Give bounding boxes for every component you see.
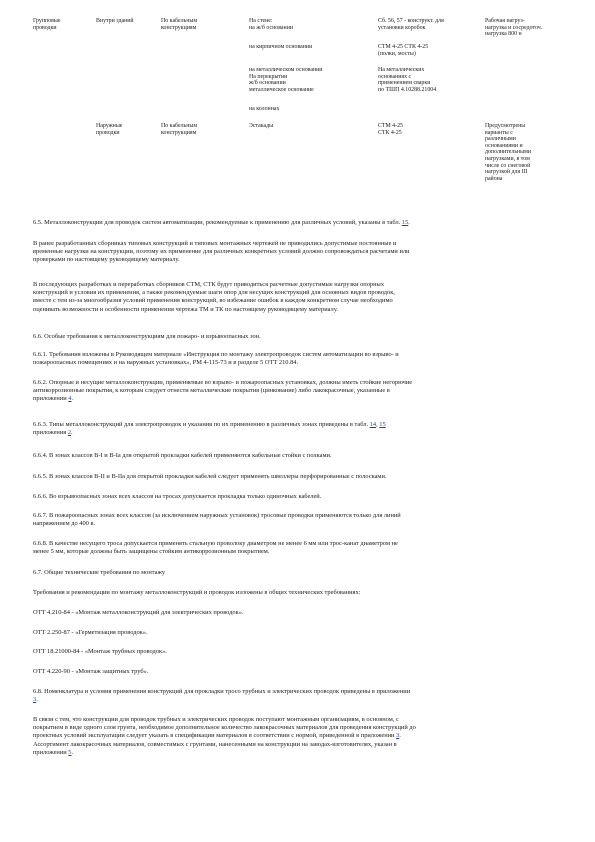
paragraph	[33, 452, 332, 460]
cell-line: применением сварки	[378, 80, 431, 87]
cell-line: дополнительными	[485, 149, 532, 156]
paragraph	[33, 333, 261, 341]
paragraph	[33, 629, 148, 637]
text-line	[33, 281, 395, 289]
cell-line: нагрузка и сосредоточ.	[485, 24, 543, 31]
text-line	[33, 359, 399, 367]
text-line	[33, 688, 410, 696]
text-line	[33, 696, 410, 704]
text-line	[33, 289, 395, 297]
text-line	[33, 540, 398, 548]
cell-line: (полки, мосты)	[378, 50, 416, 57]
appendix-link[interactable]: 4	[68, 395, 72, 403]
text-line	[33, 668, 148, 676]
text-line	[33, 520, 401, 528]
base-cell	[249, 106, 375, 113]
paragraph	[33, 379, 412, 404]
text-segment: .	[71, 748, 74, 756]
text-line	[33, 629, 148, 637]
text-segment: ОТТ 2.250-87 - «Герметизация проводок».	[33, 629, 148, 636]
cell-line: На металлических	[378, 67, 425, 73]
paragraph	[33, 421, 386, 437]
text-line	[33, 493, 321, 501]
text-line	[33, 395, 412, 403]
cell-line: Предусмотрены	[485, 123, 526, 129]
text-segment: Ассортимент лакокрасочных материалов, совместимых с грунтами, нанесенными на конструкции на заводах-изготовителях, указан в	[33, 740, 397, 748]
text-segment: .	[71, 395, 74, 403]
paragraph	[33, 569, 165, 577]
location-cell	[96, 123, 158, 136]
cell-line: основаниями и	[485, 142, 523, 149]
text-line	[33, 473, 387, 481]
base-cell	[249, 123, 375, 130]
cell-line: Рабочая нагруз-	[485, 18, 525, 24]
cell-line: проводки	[33, 24, 57, 31]
text-segment: 6.6.5. В зонах классов В-II и В-IIа для открытой прокладки кабелей следует применять швеллеры перфорированные с полосками.	[33, 473, 387, 480]
paragraph	[33, 512, 401, 528]
structure-cell	[378, 123, 478, 136]
paragraph	[33, 716, 416, 757]
text-segment: 6.6.4. В зонах классов В-I и В-Iа для открытой прокладки кабелей применяются кабельные стойки с полками.	[33, 452, 332, 459]
cell-line: на ж/б основании	[249, 24, 293, 31]
appendix-link[interactable]: 15	[379, 421, 386, 428]
cell-line: Эстакады	[249, 123, 274, 129]
cell-line: по ТШП 4.10288.21004	[378, 86, 437, 93]
paragraph	[33, 281, 395, 314]
cell-line: основаниях с	[378, 73, 412, 80]
text-segment: приложении	[33, 748, 69, 756]
text-segment: 6.5. Металлоконструкции для проводок систем автоматизации, рекомендуемые к применению для различных условий, указаны в табл.	[33, 219, 402, 226]
text-segment: напряжением до 400 в.	[33, 520, 96, 528]
notes-cell	[485, 18, 563, 38]
text-segment: вместе с тем из-за многообразия условий применения конструкций, во избежание ошибок в каждом конкретном случае необходимо	[33, 297, 393, 305]
appendix-link[interactable]: 14	[369, 421, 377, 428]
text-segment: проектных условий эксплуатации следует указать в спецификации материалов в соответствии с нормой, приведенной в приложении	[33, 732, 397, 740]
text-segment: .	[399, 732, 401, 740]
text-segment: .	[71, 429, 73, 437]
text-segment: В связи с тем, что конструкции для проводок трубных и электрических проводок поступают монтажным организациям, в основном, с	[33, 716, 399, 723]
structure-cell	[378, 67, 478, 93]
appendix-link[interactable]: 3	[396, 732, 400, 740]
text-segment: 6.6.1. Требования изложены в Руководящем материале «Инструкция по монтажу электропроводок систем автоматизации во взрыво- и	[33, 351, 399, 358]
text-segment: В ранее разработанных сборниках типовых конструкций и типовых монтажных чертежей не приводились допустимые постоянные и	[33, 240, 397, 247]
paragraph	[33, 668, 148, 676]
cell-line: СТК 4-25	[378, 129, 402, 136]
text-line	[33, 569, 165, 577]
cell-line: ж/б основании	[249, 80, 286, 87]
text-segment: менее 5 мм, которые должны быть защищены стойким антикоррозионным покрытием.	[33, 548, 270, 556]
conduit-structures-table	[33, 18, 563, 218]
text-segment: приложении	[33, 395, 69, 403]
laying-method-cell	[161, 18, 247, 31]
text-line	[33, 724, 416, 732]
text-segment: проверками по настоящему руководящему материалу.	[33, 256, 180, 264]
wiring-type-cell	[33, 18, 93, 31]
text-segment: ОТТ 18.21000-84 - «Монтаж трубных проводок».	[33, 648, 167, 655]
text-line	[33, 609, 244, 617]
text-line	[33, 429, 386, 437]
text-segment: 6.6.3. Типы металлоконструкций для электропроводок и указания по их применению в различных зонах приведены в табл.	[33, 421, 370, 428]
cell-line: По кабельным	[161, 18, 198, 24]
text-segment: временные нагрузки на конструкции, поэтому их применение для различных конкретных условий должно сопровождаться расчетами или	[33, 248, 410, 256]
cell-line: конструкциям	[161, 24, 197, 31]
cell-line: на колоннах	[249, 106, 280, 112]
text-segment: ОТТ 4.220-90 - «Монтаж защитных труб».	[33, 668, 149, 675]
text-segment: .	[408, 219, 410, 226]
text-segment: ,	[376, 421, 380, 428]
paragraph	[33, 493, 321, 501]
cell-line: на кирпичном основании	[249, 44, 313, 50]
cell-line: нагрузкой для III	[485, 169, 528, 176]
cell-line: металлическое основание	[249, 86, 314, 93]
text-line	[33, 512, 401, 520]
text-segment: 6.8. Номенклатура и условия применения конструкций для прокладки тросо трубных и электрических проводок приведены в приложении	[33, 688, 411, 695]
text-line	[33, 219, 410, 227]
cell-line: района	[485, 175, 503, 182]
cell-line: варианты с	[485, 129, 513, 136]
text-line	[33, 732, 416, 740]
text-segment: 6.6.6. Во взрывоопасных зонах всех классов на тросах допускается прокладка только одиночных кабелей.	[33, 493, 322, 500]
text-segment: пожароопасных помещениях и на наружных установках», РМ 4-115-73 и в разделе 5 ОТТ 210.84.	[33, 359, 299, 367]
text-line	[33, 421, 386, 429]
appendix-link[interactable]: 5	[68, 748, 72, 756]
cell-line: на металлическом основании	[249, 67, 323, 73]
appendix-link[interactable]: 3	[33, 696, 37, 704]
text-segment: оценивать возможности и особенности применения чертежа ТМ и ТК по настоящему руководящему материалу.	[33, 305, 338, 313]
paragraph	[33, 240, 409, 265]
laying-method-cell	[161, 123, 247, 136]
text-line	[33, 351, 399, 359]
text-line	[33, 749, 416, 757]
appendix-link[interactable]: 2	[67, 429, 72, 437]
cell-line: проводки	[96, 129, 120, 136]
text-line	[33, 256, 409, 264]
cell-line: На стене:	[249, 18, 273, 24]
text-line	[33, 716, 416, 724]
text-segment: 6.6.2. Опорные и несущие металлоконструкции, применяемые во взрыво- и пожароопасных установках, должны иметь стойкие негорючие	[33, 379, 413, 386]
paragraph	[33, 473, 387, 481]
cell-line: различными	[485, 136, 516, 143]
paragraph	[33, 540, 398, 556]
text-line	[33, 379, 412, 387]
text-segment: конструкций и условия их применения, а также рекомендуемые шаги опор для несущих конструкций для основных видов проводок,	[33, 289, 395, 297]
text-segment: 6.6.7. В пожароопасных зонах всех классов (за исключением наружных установок) тросовые проводки применяются только для линий	[33, 512, 401, 519]
appendix-link[interactable]: 15	[401, 219, 409, 226]
base-cell	[249, 44, 375, 51]
text-segment: 6.7. Общие технические требования по монтажу	[33, 569, 166, 576]
cell-line: Внутри зданий	[96, 18, 134, 24]
paragraph	[33, 648, 167, 656]
cell-line: Сб. 56, 57 - конструкт. для	[378, 18, 444, 24]
text-line	[33, 248, 409, 256]
text-line	[33, 333, 261, 341]
text-segment: 6.6. Особые требования к металлоконструкциям для пожаро- и взрывоопасных зон.	[33, 333, 261, 340]
paragraph	[33, 351, 399, 367]
cell-line: По кабельным	[161, 123, 198, 129]
paragraph	[33, 609, 244, 617]
structure-cell	[378, 44, 478, 57]
text-segment: приложения	[33, 429, 68, 437]
text-line	[33, 548, 398, 556]
base-cell	[249, 18, 375, 31]
text-segment: антикоррозионные покрытия, к которым следует отнести металлические покрытия (цинкование) либо лакокрасочные, указанные в	[33, 387, 390, 395]
cell-line: нагрузка 800 н	[485, 31, 522, 38]
text-segment: Требования и рекомендации по монтажу металлоконструкций и проводок изложены в общих технических требованиях:	[33, 589, 361, 596]
text-segment: 6.6.8. В качестве несущего троса допускается применять стальную проволоку диаметром не менее 6 мм или трос-канат диаметром не	[33, 540, 398, 547]
notes-cell	[485, 123, 563, 182]
structure-cell	[378, 18, 478, 31]
cell-line: нагрузками, в том	[485, 155, 530, 162]
text-line	[33, 240, 409, 248]
cell-line: Групповые	[33, 18, 61, 24]
location-cell	[96, 18, 158, 25]
text-line	[33, 452, 332, 460]
cell-line: установки коробок	[378, 24, 426, 31]
cell-line: На перекрытии	[249, 73, 288, 80]
paragraph	[33, 589, 360, 597]
cell-line: СТМ 4-25	[378, 123, 403, 129]
cell-line: СТМ 4-25 СТК 4-25	[378, 44, 429, 50]
cell-line: Наружные	[96, 123, 123, 129]
text-line	[33, 648, 167, 656]
text-segment: покрытием в виде одного слоя грунта, необходимое дополнительное количество лакокрасочных материалов для проведения конструкций до	[33, 724, 416, 732]
cell-line: конструкциям	[161, 129, 197, 136]
text-line	[33, 387, 412, 395]
text-line	[33, 306, 395, 314]
base-cell	[249, 67, 375, 93]
text-line	[33, 589, 360, 597]
paragraph	[33, 688, 410, 704]
text-line	[33, 741, 416, 749]
text-segment: ОТТ 4.210-84 - «Монтаж металлоконструкций для электрических проводок».	[33, 609, 244, 616]
cell-line: числе со снеговой	[485, 162, 531, 169]
text-segment: В последующих разработках и переработках сборников СТМ, СТК будут приводиться расчетные допустимые нагрузки опорных	[33, 281, 385, 288]
text-line	[33, 297, 395, 305]
paragraph	[33, 219, 410, 227]
text-segment: .	[36, 696, 38, 704]
